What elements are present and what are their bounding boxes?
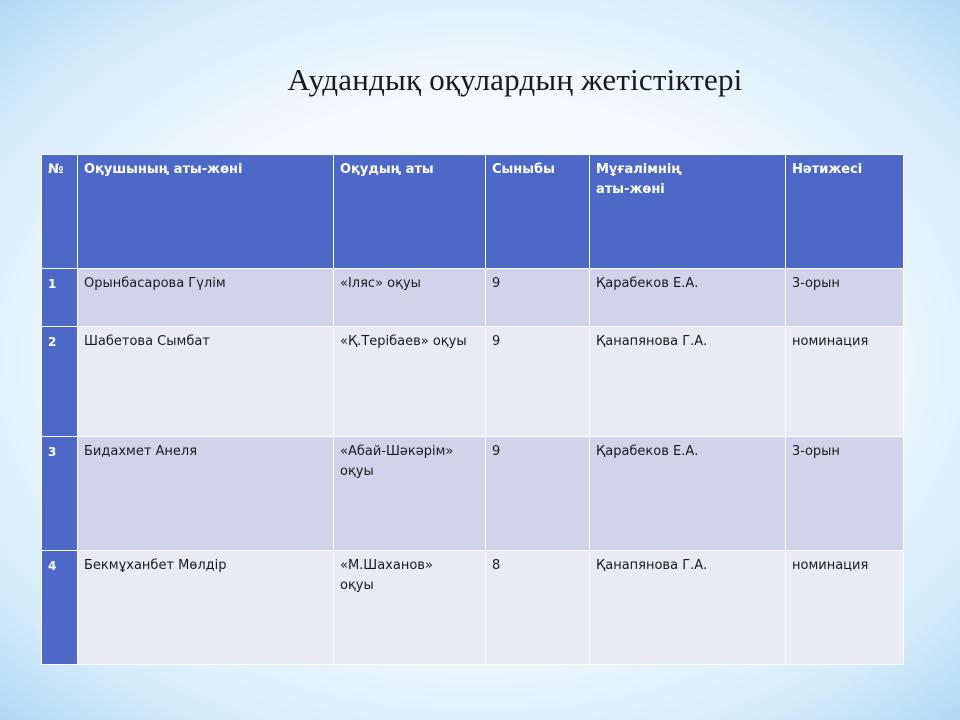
result: номинация — [786, 551, 904, 665]
reading-title: «Абай-Шәкәрім» оқуы — [334, 437, 486, 551]
student-name: Орынбасарова Гүлім — [78, 269, 334, 327]
student-name: Шабетова Сымбат — [78, 327, 334, 437]
teacher-name: Қарабеков Е.А. — [590, 437, 786, 551]
table-row — [42, 437, 904, 551]
slide-title: Аудандық оқулардың жетістіктері — [287, 62, 743, 97]
reading-title: «Қ.Терібаев» оқуы — [334, 327, 486, 437]
table-row — [42, 551, 904, 665]
table-row — [42, 269, 904, 327]
header-number: № — [42, 155, 78, 269]
reading-title: «Іляс» оқуы — [334, 269, 486, 327]
header-result: Нәтижесі — [786, 155, 904, 269]
result: 3-орын — [786, 437, 904, 551]
row-number: 1 — [42, 269, 78, 327]
grade: 8 — [486, 551, 590, 665]
header-student-name: Оқушының аты-жөні — [78, 155, 334, 269]
grade: 9 — [486, 437, 590, 551]
header-reading-title: Оқудың аты — [334, 155, 486, 269]
teacher-name: Қанапянова Г.А. — [590, 327, 786, 437]
header-teacher-name: Мұғалімнің аты-жөні — [590, 155, 786, 269]
row-number: 2 — [42, 327, 78, 437]
teacher-name: Қанапянова Г.А. — [590, 551, 786, 665]
results-table — [41, 154, 904, 665]
result: номинация — [786, 327, 904, 437]
grade: 9 — [486, 327, 590, 437]
student-name: Бидахмет Анеля — [78, 437, 334, 551]
row-number: 4 — [42, 551, 78, 665]
student-name: Бекмұханбет Мөлдір — [78, 551, 334, 665]
teacher-name: Қарабеков Е.А. — [590, 269, 786, 327]
result: 3-орын — [786, 269, 904, 327]
row-number: 3 — [42, 437, 78, 551]
grade: 9 — [486, 269, 590, 327]
header-grade: Сыныбы — [486, 155, 590, 269]
table-row — [42, 327, 904, 437]
reading-title: «М.Шаханов» оқуы — [334, 551, 486, 665]
table-header-row — [42, 155, 904, 269]
